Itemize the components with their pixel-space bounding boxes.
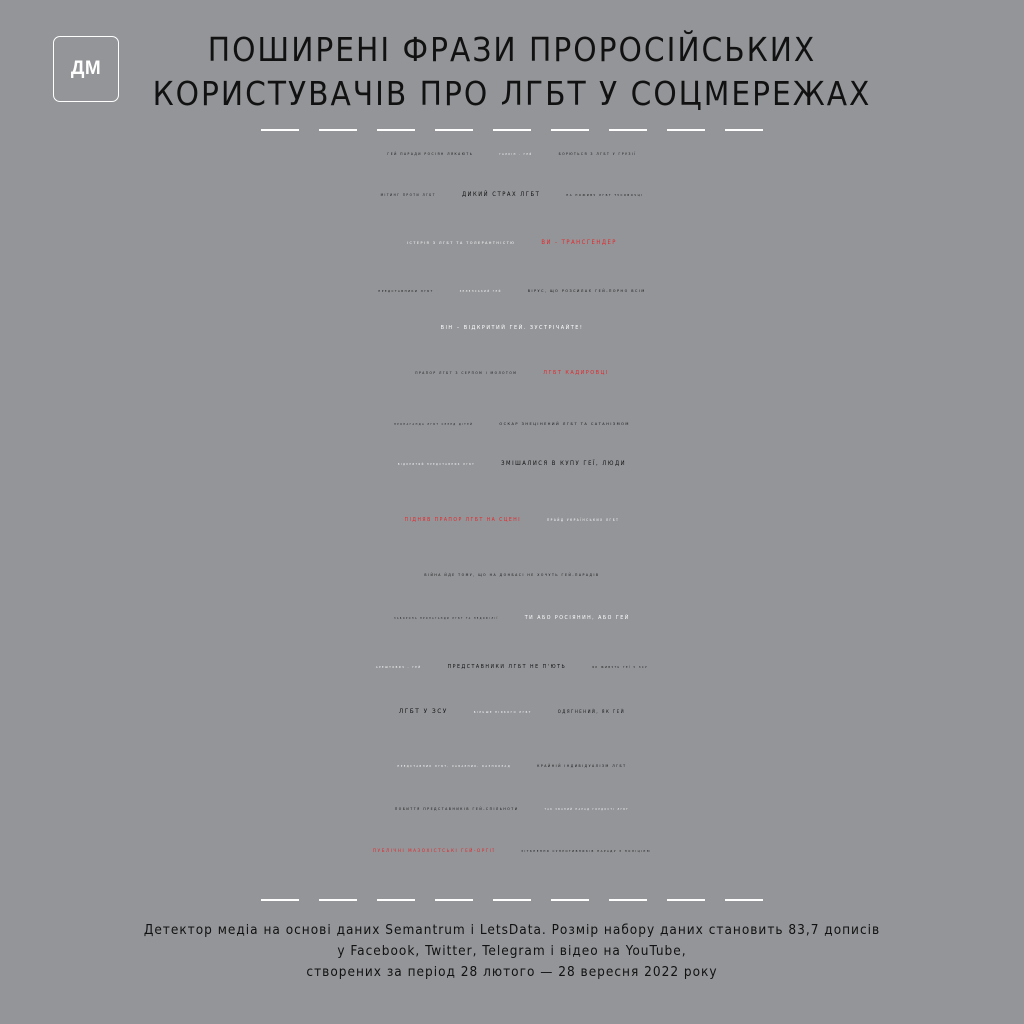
phrase-row-14	[0, 764, 1024, 768]
phrase: ПРАПОР ЛГБТ З СЕРПОМ І МОЛОТОМ	[415, 371, 518, 375]
phrase: ПІДНЯВ ПРАПОР ЛГБТ НА СЦЕНІ	[404, 517, 522, 523]
page-title-line-1: ПОШИРЕНІ ФРАЗИ ПРОРОСІЙСЬКИХ	[207, 30, 817, 69]
phrase-row-7	[0, 421, 1024, 426]
phrase: ГЕЙ ПАРАДИ РОСІЯН ЛЯКАЮТЬ	[387, 152, 474, 156]
phrase: ОДЯГНЕНИЙ, ЯК ГЕЙ	[557, 710, 626, 715]
phrase-row-16	[0, 849, 1024, 854]
phrase: ЛГБТ У ЗСУ	[398, 707, 448, 715]
phrase: ЗІТКНЕННЯ СУПРОТИВНИКІВ ПАРАДУ З ПОЛІЦІЄЮ	[521, 849, 652, 853]
phrase: ПОБИТТЯ ПРЕДСТАВНИКІВ ГЕЙ-СПІЛЬНОТИ	[394, 807, 519, 811]
phrase: БІЛЬШЕ НІЯКОГО ЛГБТ	[473, 710, 532, 714]
phrase: ЗЕЛЕНСЬКИЙ ГЕЙ	[459, 290, 502, 293]
logo-text: ДМ	[70, 58, 102, 79]
phrase-row-15	[0, 807, 1024, 811]
phrase-row-6	[0, 370, 1024, 376]
phrase: ПРЕДСТАВНИК ЛГБТ, ХАБАРНИК, КАЗНОКРАД	[397, 764, 512, 768]
phrase-row-4	[0, 289, 1024, 293]
phrase: ВІЙНА ЙДЕ ТОМУ, ЩО НА ДОНБАСІ НЕ ХОЧУТЬ ГЕЙ-ПАРАДІВ	[424, 573, 600, 577]
phrase: НА ПОЖИВУ ЛГБТ ТУСОВОЧЦІ	[566, 193, 644, 197]
phrase: ВИ - ТРАНСГЕНДЕР	[541, 240, 617, 246]
phrase: БОРЮТЬСЯ З ЛГБТ У ГРУЗІЇ	[558, 152, 637, 156]
phrase-row-12	[0, 664, 1024, 670]
phrase: ЗМІШАЛИСЯ В КУПУ ГЕЇ, ЛЮДИ	[501, 461, 627, 467]
phrase-row-5	[0, 325, 1024, 331]
phrase: ЗАБОРОНА ПРОПАГАНДИ ЛГБТ ТА ПЕДОФІЛІЇ	[394, 617, 499, 620]
detector-media-logo	[53, 36, 119, 102]
footnote-line-1: Детектор медіа на основі даних Semantrum і LetsData. Розмір набору даних становить 83,7 дописів	[143, 922, 881, 938]
phrase: ВІРУС, ЩО РОЗСИЛАЄ ГЕЙ-ПОРНО ВСІМ	[527, 289, 646, 293]
phrase: ЛГБТ КАДИРОВЦІ	[543, 370, 609, 376]
phrase-row-13	[0, 707, 1024, 715]
phrase-row-8	[0, 461, 1024, 467]
phrase: ВІН – ВІДКРИТИЙ ГЕЙ. ЗУСТРІЧАЙТЕ!	[440, 325, 584, 331]
phrase: ВІДКРИТИЙ ПРЕДСТАВНИК ЛГБТ	[397, 463, 476, 466]
phrase: ОСКАР ЗНЕЦІНЕНИЙ ЛГБТ ТА САТАНІЗМОМ	[499, 421, 630, 426]
phrase: ІСТЕРІЯ З ЛГБТ ТА ТОЛЕРАНТНІСТЮ	[407, 241, 516, 245]
phrase: ТИ АБО РОСІЯНИН, АБО ГЕЙ	[524, 615, 630, 621]
phrase: АРЕШТОВИЧ - ГЕЙ	[375, 665, 422, 669]
phrase: ПРОПАГАНДА ЛГБТ СЕРЕД ДІТЕЙ	[394, 423, 474, 426]
source-footnote	[40, 920, 984, 983]
top-dash-divider	[0, 129, 1024, 131]
phrase: КРАЙНІЙ ІНДИВІДУАЛІЗМ ЛГБТ	[537, 764, 627, 768]
phrase: ГАЛКІН - ГЕЙ	[499, 153, 533, 156]
phrase: МІТИНГ ПРОТИ ЛГБТ	[380, 193, 436, 197]
footnote-line-2: у Facebook, Twitter, Telegram і відео на YouTube,	[337, 943, 687, 959]
phrase: ЯК ЖИВУТЬ ГЕЇ У ЗСУ	[592, 665, 649, 669]
phrase-row-9	[0, 517, 1024, 523]
bottom-dash-divider	[0, 899, 1024, 901]
phrase: ПРЕДСТАВНИКИ ЛГБТ	[378, 289, 434, 293]
page-title-line-2: КОРИСТУВАЧІВ ПРО ЛГБТ У СОЦМЕРЕЖАХ	[152, 74, 872, 113]
phrase: ПУБЛІЧНІ МАЗОХІСТСЬКІ ГЕЙ-ОРГІЇ	[372, 849, 496, 854]
phrase-row-11	[0, 615, 1024, 621]
phrase-row-1	[0, 152, 1024, 156]
phrase: ТАК ЗВАНИЙ ПАРАД ГОРДОСТІ ЛГБТ	[544, 808, 630, 811]
phrase-row-10	[0, 573, 1024, 577]
footnote-line-3: створених за період 28 лютого — 28 вересня 2022 року	[306, 964, 718, 980]
phrase: ПРЕДСТАВНИКИ ЛГБТ НЕ П'ЮТЬ	[447, 664, 567, 670]
phrase-row-2	[0, 192, 1024, 198]
phrase-row-3	[0, 240, 1024, 246]
phrase: ДИКИЙ СТРАХ ЛГБТ	[461, 192, 541, 198]
phrase: ПРАЙД УКРАЇНСЬКИХ ЛГБТ	[547, 518, 620, 522]
